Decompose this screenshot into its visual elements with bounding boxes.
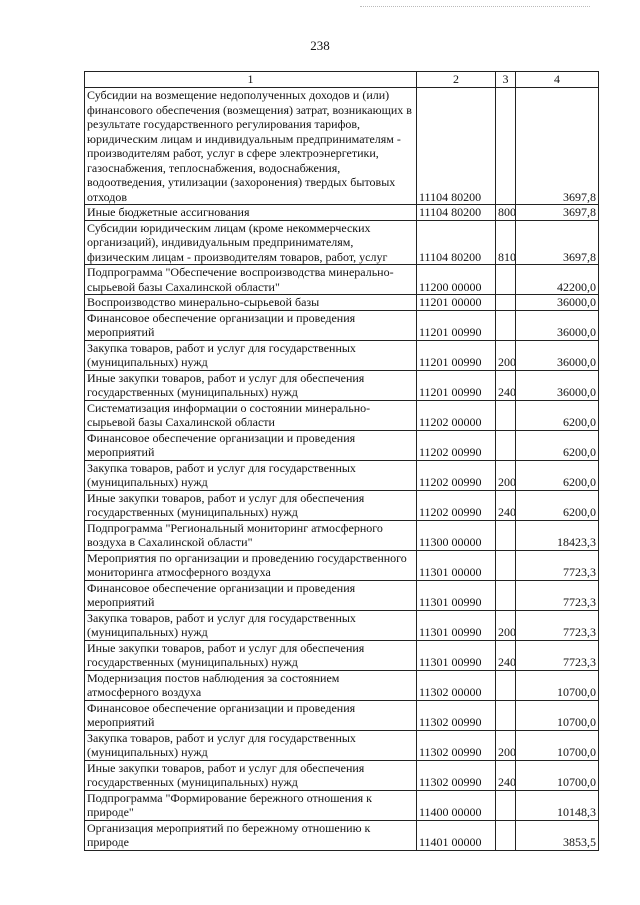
- row-code: 11301 00990: [417, 610, 496, 640]
- row-code: 11302 00990: [417, 760, 496, 790]
- row-code: 11300 00000: [417, 520, 496, 550]
- table-row: [85, 400, 599, 430]
- table-row: [85, 295, 599, 311]
- row-name: Мероприятия по организации и проведению государственного мониторинга атмосферного воздуха: [85, 550, 417, 580]
- row-name: Иные закупки товаров, работ и услуг для обеспечения государственных (муниципальных) нужд: [85, 760, 417, 790]
- row-sum: 7723,3: [516, 550, 599, 580]
- row-code: 11301 00000: [417, 550, 496, 580]
- row-code: 11301 00990: [417, 640, 496, 670]
- header-row: [85, 72, 599, 88]
- row-vr: [496, 790, 516, 820]
- row-vr: 200: [496, 610, 516, 640]
- row-code: 11104 80200: [417, 205, 496, 221]
- row-name: Закупка товаров, работ и услуг для государственных (муниципальных) нужд: [85, 730, 417, 760]
- row-code: 11202 00990: [417, 430, 496, 460]
- row-sum: 18423,3: [516, 520, 599, 550]
- row-vr: [496, 520, 516, 550]
- row-sum: 3697,8: [516, 220, 599, 265]
- header-cell-sum: 4: [516, 72, 599, 88]
- row-name: Финансовое обеспечение организации и проведения мероприятий: [85, 700, 417, 730]
- row-sum: 10700,0: [516, 730, 599, 760]
- row-vr: [496, 295, 516, 311]
- row-code: 11202 00990: [417, 490, 496, 520]
- table-row: [85, 790, 599, 820]
- row-name: Воспроизводство минерально-сырьевой базы: [85, 295, 417, 311]
- table-row: [85, 430, 599, 460]
- row-name: Финансовое обеспечение организации и проведения мероприятий: [85, 580, 417, 610]
- table-row: [85, 370, 599, 400]
- row-sum: 7723,3: [516, 580, 599, 610]
- row-name: Закупка товаров, работ и услуг для государственных (муниципальных) нужд: [85, 460, 417, 490]
- row-vr: [496, 88, 516, 205]
- table-row: [85, 340, 599, 370]
- row-sum: 42200,0: [516, 265, 599, 295]
- row-sum: 10700,0: [516, 700, 599, 730]
- row-vr: 200: [496, 340, 516, 370]
- row-sum: 6200,0: [516, 490, 599, 520]
- row-code: 11200 00000: [417, 265, 496, 295]
- row-vr: [496, 265, 516, 295]
- row-name: Финансовое обеспечение организации и проведения мероприятий: [85, 430, 417, 460]
- row-sum: 7723,3: [516, 610, 599, 640]
- row-sum: 36000,0: [516, 310, 599, 340]
- row-name: Систематизация информации о состоянии минерально-сырьевой базы Сахалинской области: [85, 400, 417, 430]
- top-margin-rule: [360, 6, 590, 7]
- row-name: Подпрограмма "Формирование бережного отношения к природе": [85, 790, 417, 820]
- row-name: Организация мероприятий по бережному отношению к природе: [85, 820, 417, 850]
- table-row: [85, 520, 599, 550]
- row-vr: [496, 550, 516, 580]
- row-code: 11202 00000: [417, 400, 496, 430]
- row-name: Подпрограмма "Региональный мониторинг атмосферного воздуха в Сахалинской области": [85, 520, 417, 550]
- header-cell-name: 1: [85, 72, 417, 88]
- row-vr: [496, 670, 516, 700]
- row-code: 11302 00000: [417, 670, 496, 700]
- row-name: Иные бюджетные ассигнования: [85, 205, 417, 221]
- header-cell-vr: 3: [496, 72, 516, 88]
- row-vr: [496, 310, 516, 340]
- row-sum: 6200,0: [516, 460, 599, 490]
- row-code: 11104 80200: [417, 88, 496, 205]
- row-sum: 36000,0: [516, 340, 599, 370]
- row-name: Финансовое обеспечение организации и проведения мероприятий: [85, 310, 417, 340]
- row-sum: 10148,3: [516, 790, 599, 820]
- row-sum: 3853,5: [516, 820, 599, 850]
- row-vr: [496, 700, 516, 730]
- row-name: Субсидии на возмещение недополученных доходов и (или) финансового обеспечения (возмещения) затрат, возникающих в результате государственного регулирования тарифов, юридическим лицам и индивидуальным предпринимателям - производителям работ, услуг в сфере электроэнергетики, газоснабжения, теплоснабжения, водоснабжения, водоотведения, утилизации (захоронения) твердых бытовых отходов: [85, 88, 417, 205]
- table-row: [85, 205, 599, 221]
- row-code: 11202 00990: [417, 460, 496, 490]
- row-code: 11302 00990: [417, 700, 496, 730]
- row-code: 11400 00000: [417, 790, 496, 820]
- table-row: [85, 550, 599, 580]
- row-sum: 10700,0: [516, 760, 599, 790]
- table-row: [85, 310, 599, 340]
- row-name: Подпрограмма "Обеспечение воспроизводства минерально-сырьевой базы Сахалинской области": [85, 265, 417, 295]
- row-sum: 6200,0: [516, 400, 599, 430]
- table-row: [85, 700, 599, 730]
- row-code: 11201 00990: [417, 340, 496, 370]
- table-row: [85, 760, 599, 790]
- row-code: 11201 00990: [417, 370, 496, 400]
- row-code: 11201 00000: [417, 295, 496, 311]
- row-vr: 240: [496, 640, 516, 670]
- table-row: [85, 490, 599, 520]
- table-row: [85, 670, 599, 700]
- row-name: Модернизация постов наблюдения за состоянием атмосферного воздуха: [85, 670, 417, 700]
- row-vr: 200: [496, 730, 516, 760]
- table-row: [85, 220, 599, 265]
- row-vr: 800: [496, 205, 516, 221]
- page-number: 238: [310, 38, 330, 53]
- row-name: Иные закупки товаров, работ и услуг для обеспечения государственных (муниципальных) нужд: [85, 490, 417, 520]
- row-vr: 240: [496, 760, 516, 790]
- row-name: Закупка товаров, работ и услуг для государственных (муниципальных) нужд: [85, 340, 417, 370]
- row-code: 11104 80200: [417, 220, 496, 265]
- row-sum: 10700,0: [516, 670, 599, 700]
- row-sum: 3697,8: [516, 88, 599, 205]
- table-body: [85, 88, 599, 851]
- table-row: [85, 610, 599, 640]
- table-row: [85, 265, 599, 295]
- row-vr: [496, 580, 516, 610]
- row-name: Закупка товаров, работ и услуг для государственных (муниципальных) нужд: [85, 610, 417, 640]
- row-vr: [496, 430, 516, 460]
- header-cell-code: 2: [417, 72, 496, 88]
- row-code: 11301 00990: [417, 580, 496, 610]
- row-sum: 3697,8: [516, 205, 599, 221]
- table-row: [85, 88, 599, 205]
- row-name: Иные закупки товаров, работ и услуг для обеспечения государственных (муниципальных) нужд: [85, 370, 417, 400]
- table-row: [85, 820, 599, 850]
- row-code: 11201 00990: [417, 310, 496, 340]
- row-name: Иные закупки товаров, работ и услуг для обеспечения государственных (муниципальных) нужд: [85, 640, 417, 670]
- budget-table: [84, 71, 599, 851]
- row-vr: 200: [496, 460, 516, 490]
- row-sum: 36000,0: [516, 370, 599, 400]
- row-vr: 240: [496, 490, 516, 520]
- table-row: [85, 640, 599, 670]
- row-sum: 6200,0: [516, 430, 599, 460]
- row-vr: 240: [496, 370, 516, 400]
- row-vr: [496, 400, 516, 430]
- row-vr: 810: [496, 220, 516, 265]
- table-row: [85, 460, 599, 490]
- row-name: Субсидии юридическим лицам (кроме некоммерческих организаций), индивидуальным предпринимателям, физическим лицам - производителям товаров, работ, услуг: [85, 220, 417, 265]
- row-sum: 36000,0: [516, 295, 599, 311]
- row-code: 11302 00990: [417, 730, 496, 760]
- row-sum: 7723,3: [516, 640, 599, 670]
- row-code: 11401 00000: [417, 820, 496, 850]
- row-vr: [496, 820, 516, 850]
- table-row: [85, 730, 599, 760]
- table-row: [85, 580, 599, 610]
